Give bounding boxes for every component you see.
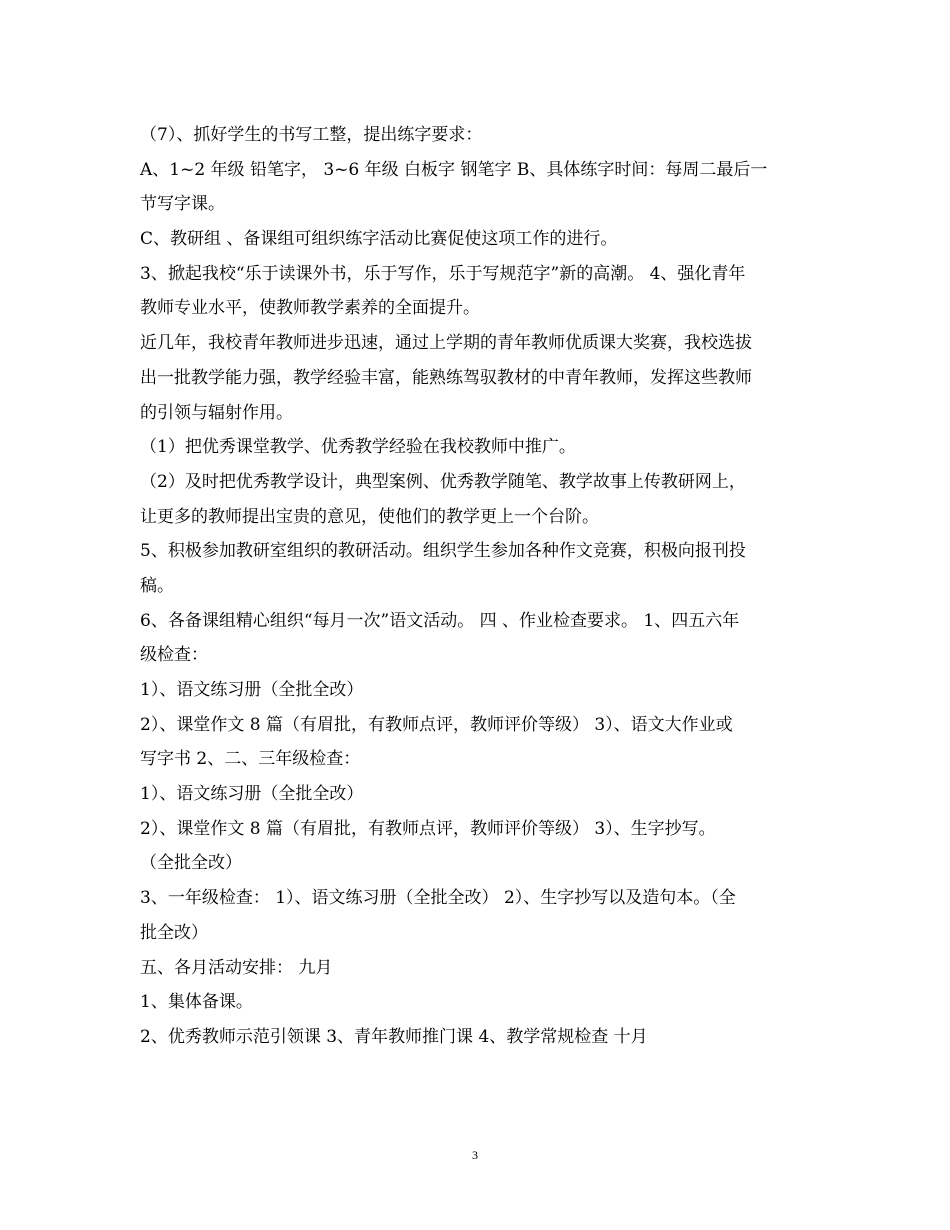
- text-line: 出一批教学能力强，教学经验丰富，能熟练驾驭教材的中青年教师，发挥这些教师: [140, 367, 752, 388]
- text-line: 的引领与辐射作用。: [140, 402, 293, 423]
- text-line: 2）、课堂作文 8 篇（有眉批，有教师点评，教师评价等级） 3）、生字抄写。: [140, 818, 716, 839]
- text-line: 让更多的教师提出宝贵的意见，使他们的教学更上一个台阶。: [140, 506, 599, 527]
- text-line: 节写字课。: [140, 194, 225, 215]
- text-line: A、1~2 年级 铅笔字， 3~6 年级 白板字 钢笔字 B、具体练字时间：每周二最后一: [140, 159, 768, 180]
- text-line: 写字书 2、二、三年级检查：: [140, 749, 361, 770]
- text-line: （全批全改）: [140, 853, 242, 874]
- text-line: 1）、语文练习册（全批全改）: [140, 784, 364, 805]
- text-line: 五、各月活动安排： 九月: [140, 957, 333, 978]
- text-line: 近几年，我校青年教师进步迅速，通过上学期的青年教师优质课大奖赛，我校选拔: [140, 333, 752, 354]
- text-line: 2）、课堂作文 8 篇（有眉批，有教师点评，教师评价等级） 3）、语文大作业或: [140, 714, 733, 735]
- text-line: 级检查：: [140, 645, 208, 666]
- text-line: （1）把优秀课堂教学、优秀教学经验在我校教师中推广。: [140, 437, 576, 458]
- text-line: 2、优秀教师示范引领课 3、青年教师推门课 4、教学常规检查 十月: [140, 1026, 648, 1047]
- text-line: （7）、抓好学生的书写工整，提出练字要求：: [140, 125, 483, 145]
- text-line: 稿。: [140, 575, 174, 596]
- text-line: 1）、语文练习册（全批全改）: [140, 680, 364, 700]
- text-line: （2）及时把优秀教学设计，典型案例、优秀教学随笔、教学故事上传教研网上，: [140, 471, 746, 492]
- text-line: 3、掀起我校“乐于读课外书，乐于写作，乐于写规范字”新的高潮。 4、强化青年: [140, 263, 746, 284]
- text-line: C、教研组 、备课组可组织练字活动比赛促使这项工作的进行。: [140, 229, 618, 250]
- text-line: 3、一年级检查： 1）、语文练习册（全批全改） 2）、生字抄写以及造句本。（全: [140, 888, 736, 909]
- document-body: [140, 118, 820, 1055]
- text-line: 5、积极参加教研室组织的教研活动。组织学生参加各种作文竞赛，积极向报刊投: [140, 541, 746, 562]
- text-line: 1、集体备课。: [140, 992, 253, 1013]
- text-line: 批全改）: [140, 922, 208, 943]
- text-line: 教师专业水平，使教师教学素养的全面提升。: [140, 298, 480, 319]
- text-line: 6、各备课组精心组织“每月一次”语文活动。 四 、作业检查要求。 1、四五六年: [140, 610, 740, 631]
- page-number: 3: [472, 1148, 478, 1162]
